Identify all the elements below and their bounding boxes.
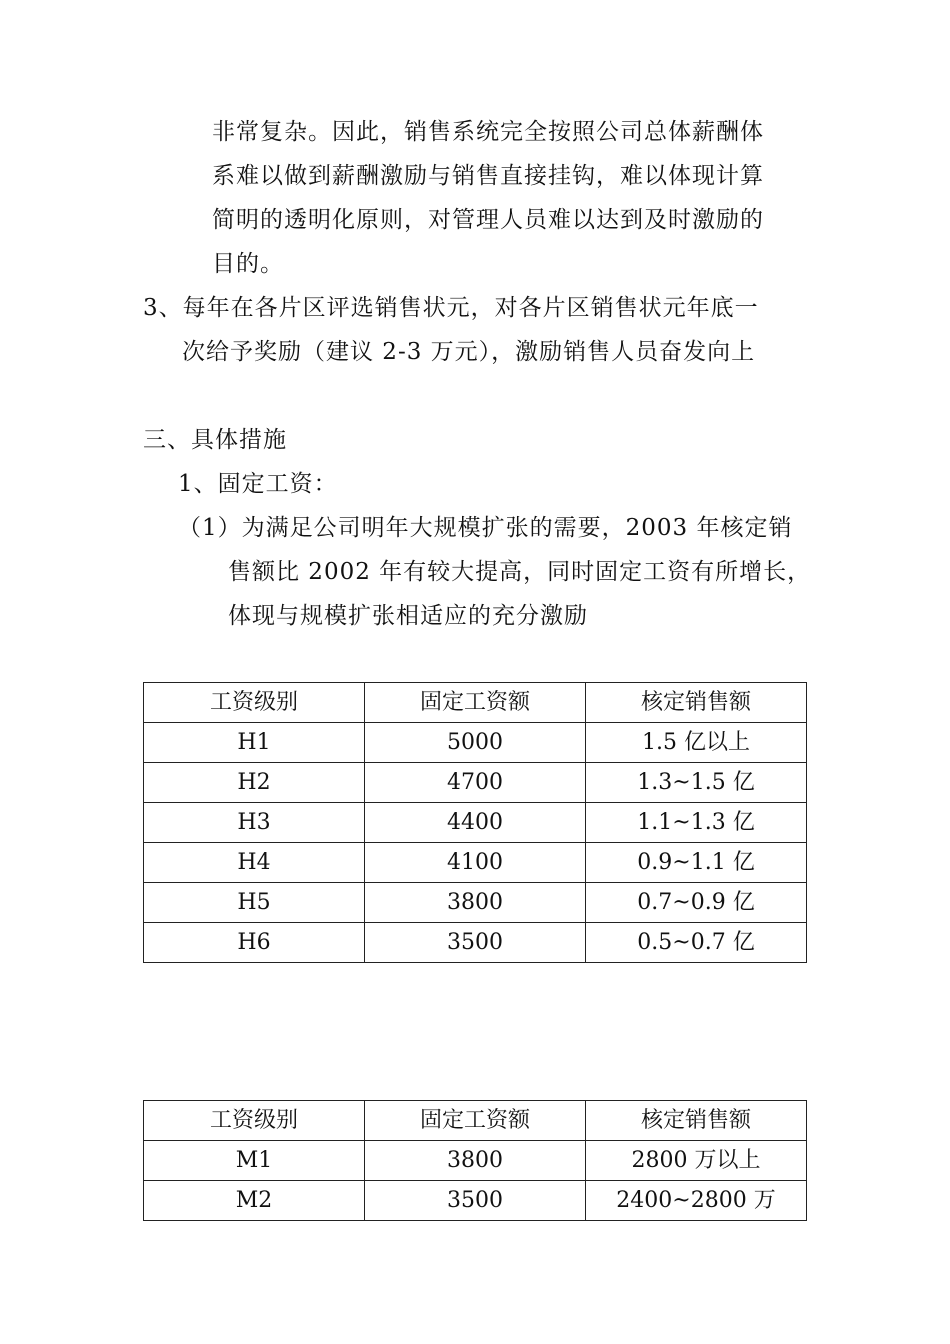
table-cell: 0.5~0.7 亿	[586, 923, 807, 963]
table-cell: 5000	[365, 723, 586, 763]
paragraph-line: 系难以做到薪酬激励与销售直接挂钩，难以体现计算	[212, 163, 764, 189]
table-cell: H5	[144, 883, 365, 923]
table-cell: M1	[144, 1141, 365, 1181]
salary-table-m	[143, 1100, 807, 1221]
note-line: 体现与规模扩张相适应的充分激励	[228, 603, 588, 629]
table-cell: 3800	[365, 883, 586, 923]
table-cell: 4700	[365, 763, 586, 803]
table-row	[144, 1181, 807, 1221]
table-cell: H1	[144, 723, 365, 763]
item-3-line: 3、每年在各片区评选销售状元，对各片区销售状元年底一	[143, 295, 759, 321]
table-cell: 3800	[365, 1141, 586, 1181]
table-cell: 4100	[365, 843, 586, 883]
table-cell: 1.5 亿以上	[586, 723, 807, 763]
table-row	[144, 923, 807, 963]
column-header: 核定销售额	[586, 1101, 807, 1141]
column-header: 核定销售额	[586, 683, 807, 723]
table-cell: H2	[144, 763, 365, 803]
sub-heading: 1、固定工资：	[178, 471, 338, 497]
table-cell: 1.1~1.3 亿	[586, 803, 807, 843]
table-cell: H3	[144, 803, 365, 843]
table-header-row	[144, 683, 807, 723]
table-cell: 2400~2800 万	[586, 1181, 807, 1221]
table-cell: 0.9~1.1 亿	[586, 843, 807, 883]
table-cell: 3500	[365, 923, 586, 963]
table-row	[144, 763, 807, 803]
column-header: 固定工资额	[365, 1101, 586, 1141]
table-row	[144, 883, 807, 923]
table-row	[144, 1141, 807, 1181]
table-header-row	[144, 1101, 807, 1141]
table-cell: 2800 万以上	[586, 1141, 807, 1181]
table-cell: 3500	[365, 1181, 586, 1221]
table-cell: 0.7~0.9 亿	[586, 883, 807, 923]
column-header: 工资级别	[144, 683, 365, 723]
paragraph-line: 目的。	[212, 251, 284, 277]
section-heading: 三、具体措施	[143, 427, 287, 453]
note-line: 售额比 2002 年有较大提高，同时固定工资有所增长，	[228, 559, 812, 585]
item-3-line: 次给予奖励（建议 2-3 万元），激励销售人员奋发向上	[182, 339, 756, 365]
table-cell: M2	[144, 1181, 365, 1221]
note-line: （1）为满足公司明年大规模扩张的需要，2003 年核定销	[178, 515, 793, 541]
table-row	[144, 723, 807, 763]
paragraph-line: 非常复杂。因此，销售系统完全按照公司总体薪酬体	[212, 119, 764, 145]
table-cell: 4400	[365, 803, 586, 843]
table-cell: 1.3~1.5 亿	[586, 763, 807, 803]
table-cell: H6	[144, 923, 365, 963]
table-cell: H4	[144, 843, 365, 883]
paragraph-line: 简明的透明化原则，对管理人员难以达到及时激励的	[212, 207, 764, 233]
column-header: 工资级别	[144, 1101, 365, 1141]
column-header: 固定工资额	[365, 683, 586, 723]
salary-table-h	[143, 682, 807, 963]
table-row	[144, 843, 807, 883]
table-row	[144, 803, 807, 843]
